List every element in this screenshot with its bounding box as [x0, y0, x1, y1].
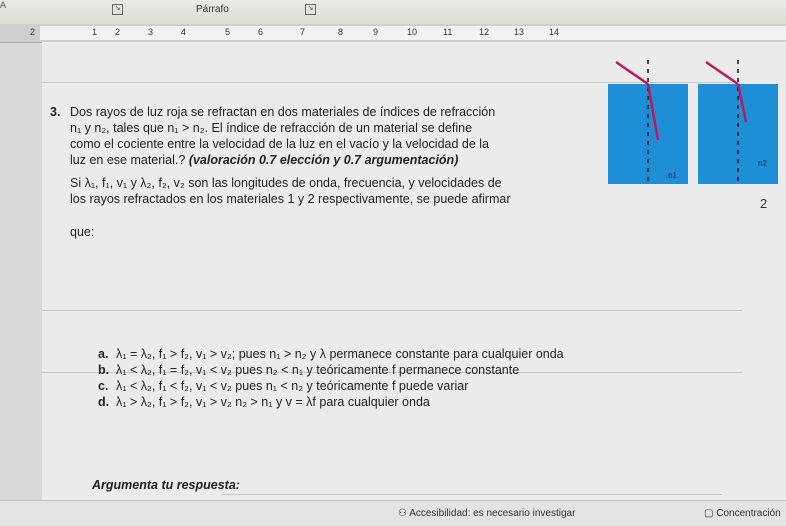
option-label: c. — [98, 379, 109, 393]
focus-mode-button[interactable]: ▢ Concentración — [704, 508, 781, 519]
question-text-part: luz en ese material.? — [70, 153, 189, 167]
focus-mode-label: Concentración — [716, 508, 781, 519]
option-a — [98, 347, 564, 361]
ruler-number: 1 — [92, 27, 98, 37]
dialog-launcher-icon[interactable]: ↘ — [112, 4, 123, 15]
option-b — [98, 363, 519, 377]
incident-ray-1 — [616, 62, 648, 84]
ruler-number: 8 — [338, 27, 344, 37]
paragraph-launcher-icon[interactable]: ↘ — [305, 4, 316, 15]
ruler-number: 5 — [225, 27, 231, 37]
score-note: (valoración 0.7 elección y 0.7 argumentación) — [188, 153, 459, 167]
option-label: b. — [98, 363, 110, 377]
label-n2: n2 — [758, 159, 767, 168]
ruler-number: 7 — [300, 27, 306, 37]
option-text: λ₁ < λ₂, f₁ < f₂, v₁ < v₂ pues n₁ < n₂ y teóricamente f puede variar — [116, 379, 469, 393]
option-text: λ₁ > λ₂, f₁ > f₂, v₁ > v₂ n₂ > n₁ y v = λf para cualquier onda — [116, 395, 430, 409]
option-text: λ₁ < λ₂, f₁ = f₂, v₁ < v₂ pues n₂ < n₁ y teóricamente f permanece constante — [116, 363, 520, 377]
ruler-number: 11 — [443, 27, 453, 37]
option-label: d. — [98, 395, 110, 409]
question-number: 3. — [50, 105, 61, 119]
question-text-line — [70, 153, 458, 167]
question-text-line: Si λ₁, f₁, v₁ y λ₂, f₂, v₂ son las longitudes de onda, frecuencia, y velocidades de — [70, 176, 502, 190]
ruler-number: 3 — [148, 27, 154, 37]
horizontal-ruler[interactable] — [0, 24, 786, 43]
page-number: 2 — [760, 196, 768, 211]
paragraph-group-label: Párrafo — [196, 4, 229, 15]
answer-line[interactable] — [222, 494, 722, 495]
ruler-number: 2 — [115, 27, 121, 37]
ruler-number: 6 — [258, 27, 264, 37]
question-text-line: los rayos refractados en los materiales 1 y 2 respectivamente, se puede afirmar — [70, 192, 511, 206]
option-label: a. — [98, 347, 109, 361]
document-page[interactable] — [42, 42, 786, 525]
option-c — [98, 379, 468, 393]
ruler-number: 2 — [30, 27, 36, 37]
refraction-figure — [608, 60, 780, 200]
ruler-number: 4 — [181, 27, 187, 37]
ruler-number: 13 — [514, 27, 525, 37]
incident-ray-2 — [706, 62, 738, 84]
ribbon-corner-icon: A — [0, 0, 7, 10]
argument-label: Argumenta tu respuesta: — [92, 478, 240, 492]
margin-line — [42, 310, 742, 311]
ribbon — [0, 0, 786, 25]
question-text-line: Dos rayos de luz roja se refractan en dos materiales de índices de refracción — [70, 105, 496, 119]
ruler-number: 12 — [479, 27, 490, 37]
question-text-line: que: — [70, 225, 95, 239]
ruler-number: 10 — [407, 27, 418, 37]
question-text-line: n₁ y n₂, tales que n₁ > n₂. El índice de refracción de un material se define — [70, 121, 473, 135]
ruler-number: 9 — [373, 27, 379, 37]
accessibility-status[interactable]: ⚇ Accesibilidad: es necesario investigar — [398, 508, 576, 519]
ruler-number: 14 — [549, 27, 560, 37]
status-bar — [0, 500, 786, 526]
option-d — [98, 395, 430, 409]
option-text: λ₁ = λ₂, f₁ > f₂, v₁ > v₂; pues n₁ > n₂ y λ permanece constante para cualquier onda — [116, 347, 564, 361]
accessibility-text: Accesibilidad: es necesario investigar — [409, 508, 576, 519]
label-n1: n1 — [668, 171, 677, 180]
question-text-line: como el cociente entre la velocidad de la luz en el vacío y la velocidad de la — [70, 137, 490, 151]
